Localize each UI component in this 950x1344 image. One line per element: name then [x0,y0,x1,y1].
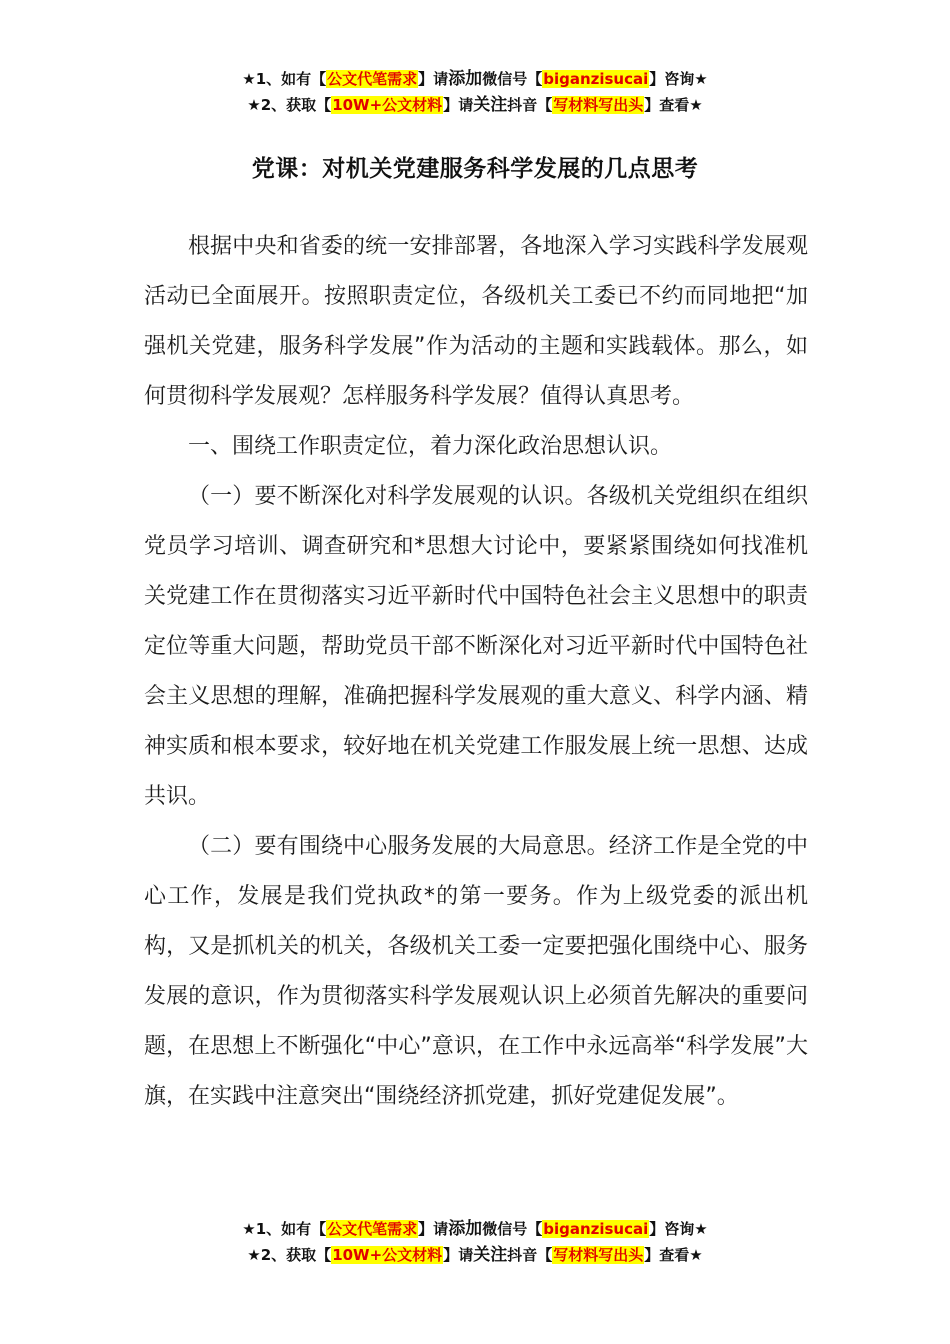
banner-line-1 [0,66,950,92]
banner-text: ★2、获取【 [247,96,332,114]
banner-highlight: 10W+公文材料 [332,96,443,114]
banner-text: 】请 [443,1246,474,1264]
banner-text: ★1、如有【 [242,1220,327,1238]
banner-emphasis: 添加 [448,69,483,89]
paragraph: 根据中央和省委的统一安排部署，各地深入学习实践科学发展观活动已全面展开。按照职责定位，各级机关工委已不约而同地把“加强机关党建，服务科学发展”作为活动的主题和实践载体。那么，如何贯彻科学发展观？怎样服务科学发展？值得认真思考。 [144,234,808,409]
banner-text: 微信号【 [482,70,543,88]
banner-text: 】查看★ [644,96,703,114]
banner-text: 抖音【 [507,96,553,114]
footer-banner [0,1216,950,1268]
section-heading: 一、围绕工作职责定位，着力深化政治思想认识。 [188,434,673,459]
banner-douyin-id: 写材料写出头 [553,1246,644,1264]
banner-line-2 [0,1242,950,1268]
banner-text: ★1、如有【 [242,70,327,88]
banner-text: 】请 [418,1220,449,1238]
banner-text: 】请 [418,70,449,88]
paragraph: （二）要有围绕中心服务发展的大局意思。经济工作是全党的中心工作，发展是我们党执政*的第一要务。作为上级党委的派出机构，又是抓机关的机关，各级机关工委一定要把强化围绕中心、服务发展的意识，作为贯彻落实科学发展观认识上必须首先解决的重要问题，在思想上不断强化“中心”意识，在工作中永远高举“科学发展”大旗，在实践中注意突出“围绕经济抓党建，抓好党建促发展”。 [144,834,808,1109]
banner-line-1 [0,1216,950,1242]
banner-highlight: 公文代笔需求 [327,1220,418,1238]
banner-emphasis: 关注 [473,1245,508,1265]
page-title: 党课：对机关党建服务科学发展的几点思考 [251,156,699,182]
banner-text: 抖音【 [507,1246,553,1264]
banner-emphasis: 添加 [448,1219,483,1239]
document-body [144,222,808,1122]
banner-wechat-id: biganzisucai [543,1220,649,1238]
banner-text: 】请 [443,96,474,114]
banner-text: ★2、获取【 [247,1246,332,1264]
banner-emphasis: 关注 [473,95,508,115]
banner-text: 微信号【 [482,1220,543,1238]
banner-douyin-id: 写材料写出头 [553,96,644,114]
banner-highlight: 10W+公文材料 [332,1246,443,1264]
header-banner [0,66,950,118]
banner-text: 】咨询★ [649,70,708,88]
banner-highlight: 公文代笔需求 [327,70,418,88]
banner-text: 】咨询★ [649,1220,708,1238]
banner-line-2 [0,92,950,118]
banner-wechat-id: biganzisucai [543,70,649,88]
banner-text: 】查看★ [644,1246,703,1264]
paragraph: （一）要不断深化对科学发展观的认识。各级机关党组织在组织党员学习培训、调查研究和*思想大讨论中，要紧紧围绕如何找准机关党建工作在贯彻落实习近平新时代中国特色社会主义思想中的职责定位等重大问题，帮助党员干部不断深化对习近平新时代中国特色社会主义思想的理解，准确把握科学发展观的重大意义、科学内涵、精神实质和根本要求，较好地在机关党建工作服发展上统一思想、达成共识。 [144,484,808,809]
